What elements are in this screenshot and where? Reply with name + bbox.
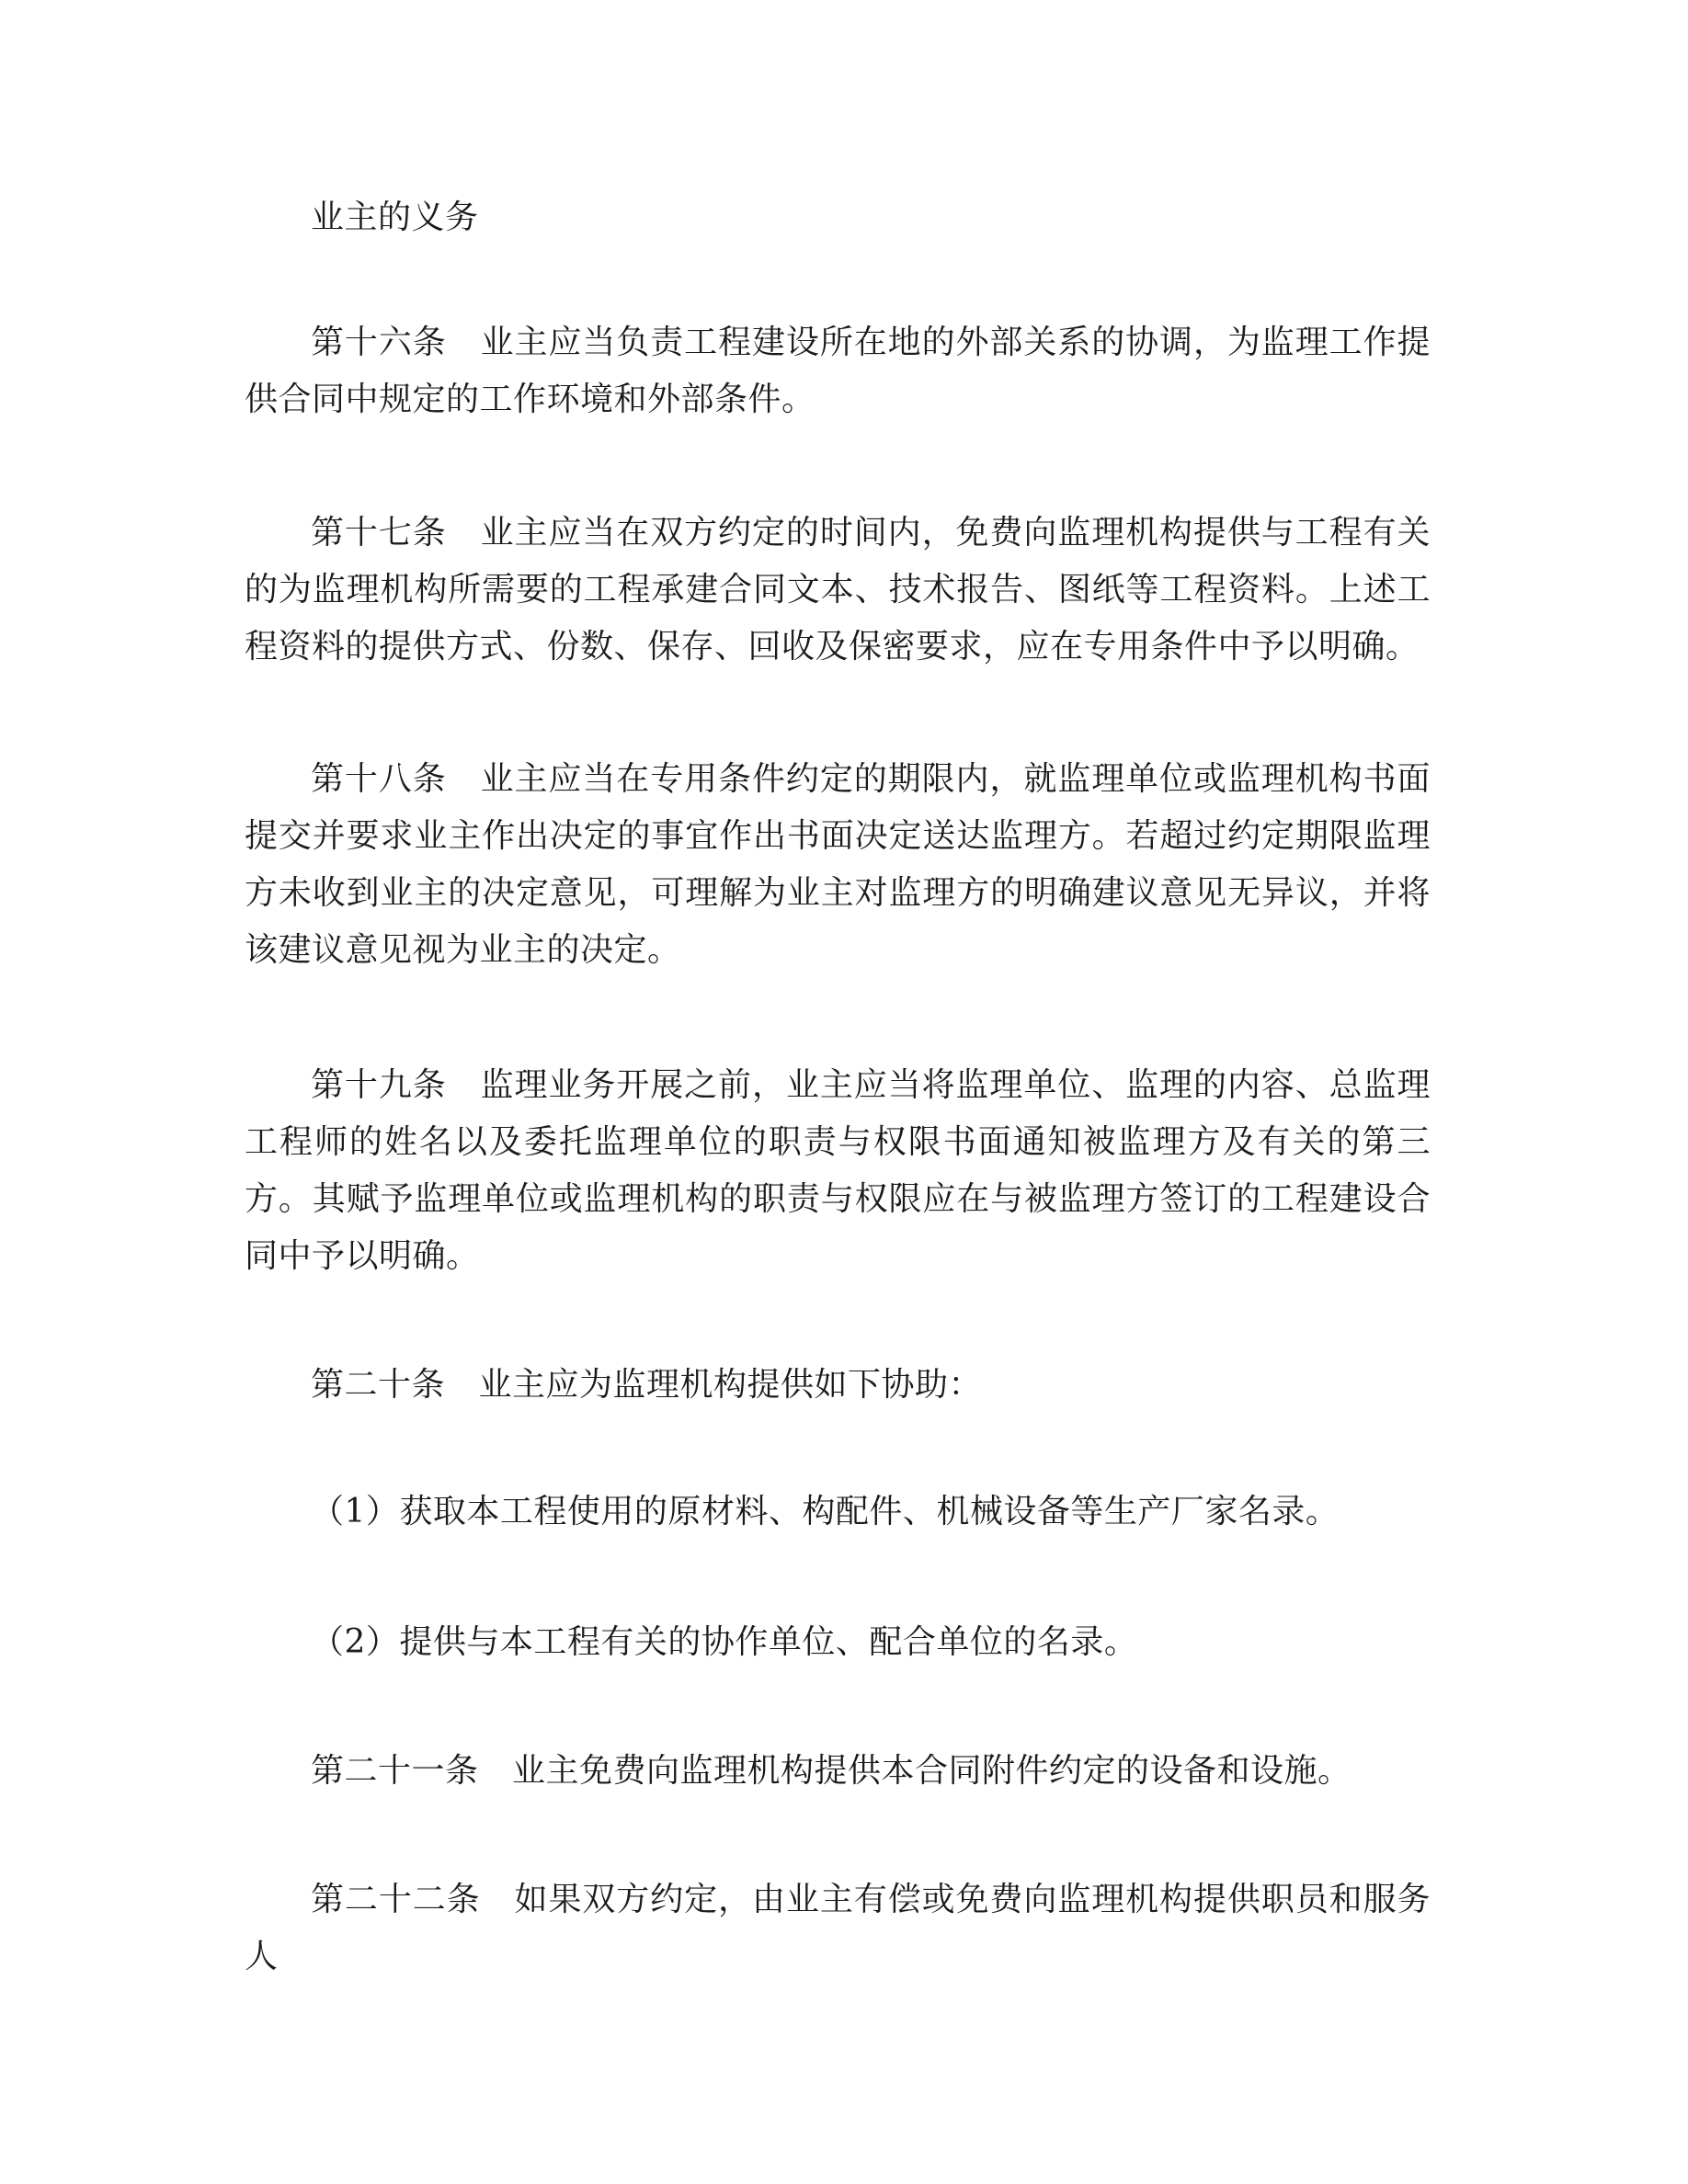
article-19: 第十九条 监理业务开展之前，业主应当将监理单位、监理的内容、总监理工程师的姓名以及委托监理单位的职责与权限书面通知被监理方及有关的第三方。其赋予监理单位或监理机构的职责与权限应在与被监理方签订的工程建设合同中予以明确。 bbox=[245, 1066, 1431, 1275]
article-18: 第十八条 业主应当在专用条件约定的期限内，就监理单位或监理机构书面提交并要求业主作出决定的事宜作出书面决定送达监理方。若超过约定期限监理方未收到业主的决定意见，可理解为业主对监理方的明确建议意见无异议，并将该建议意见视为业主的决定。 bbox=[245, 760, 1431, 969]
article-20-item-1: （1）获取本工程使用的原材料、构配件、机械设备等生产厂家名录。 bbox=[311, 1493, 1340, 1530]
article-20: 第二十条 业主应为监理机构提供如下协助： bbox=[311, 1366, 983, 1404]
article-16: 第十六条 业主应当负责工程建设所在地的外部关系的协调，为监理工作提供合同中规定的工作环境和外部条件。 bbox=[245, 324, 1431, 418]
article-17: 第十七条 业主应当在双方约定的时间内，免费向监理机构提供与工程有关的为监理机构所需要的工程承建合同文本、技术报告、图纸等工程资料。上述工程资料的提供方式、份数、保存、回收及保密要求，应在专用条件中予以明确。 bbox=[245, 514, 1431, 665]
article-22: 第二十二条 如果双方约定，由业主有偿或免费向监理机构提供职员和服务人 bbox=[245, 1881, 1431, 1975]
section-heading: 业主的义务 bbox=[311, 199, 479, 236]
article-20-item-2: （2）提供与本工程有关的协作单位、配合单位的名录。 bbox=[311, 1623, 1138, 1661]
article-21: 第二十一条 业主免费向监理机构提供本合同附件约定的设备和设施。 bbox=[311, 1752, 1352, 1790]
